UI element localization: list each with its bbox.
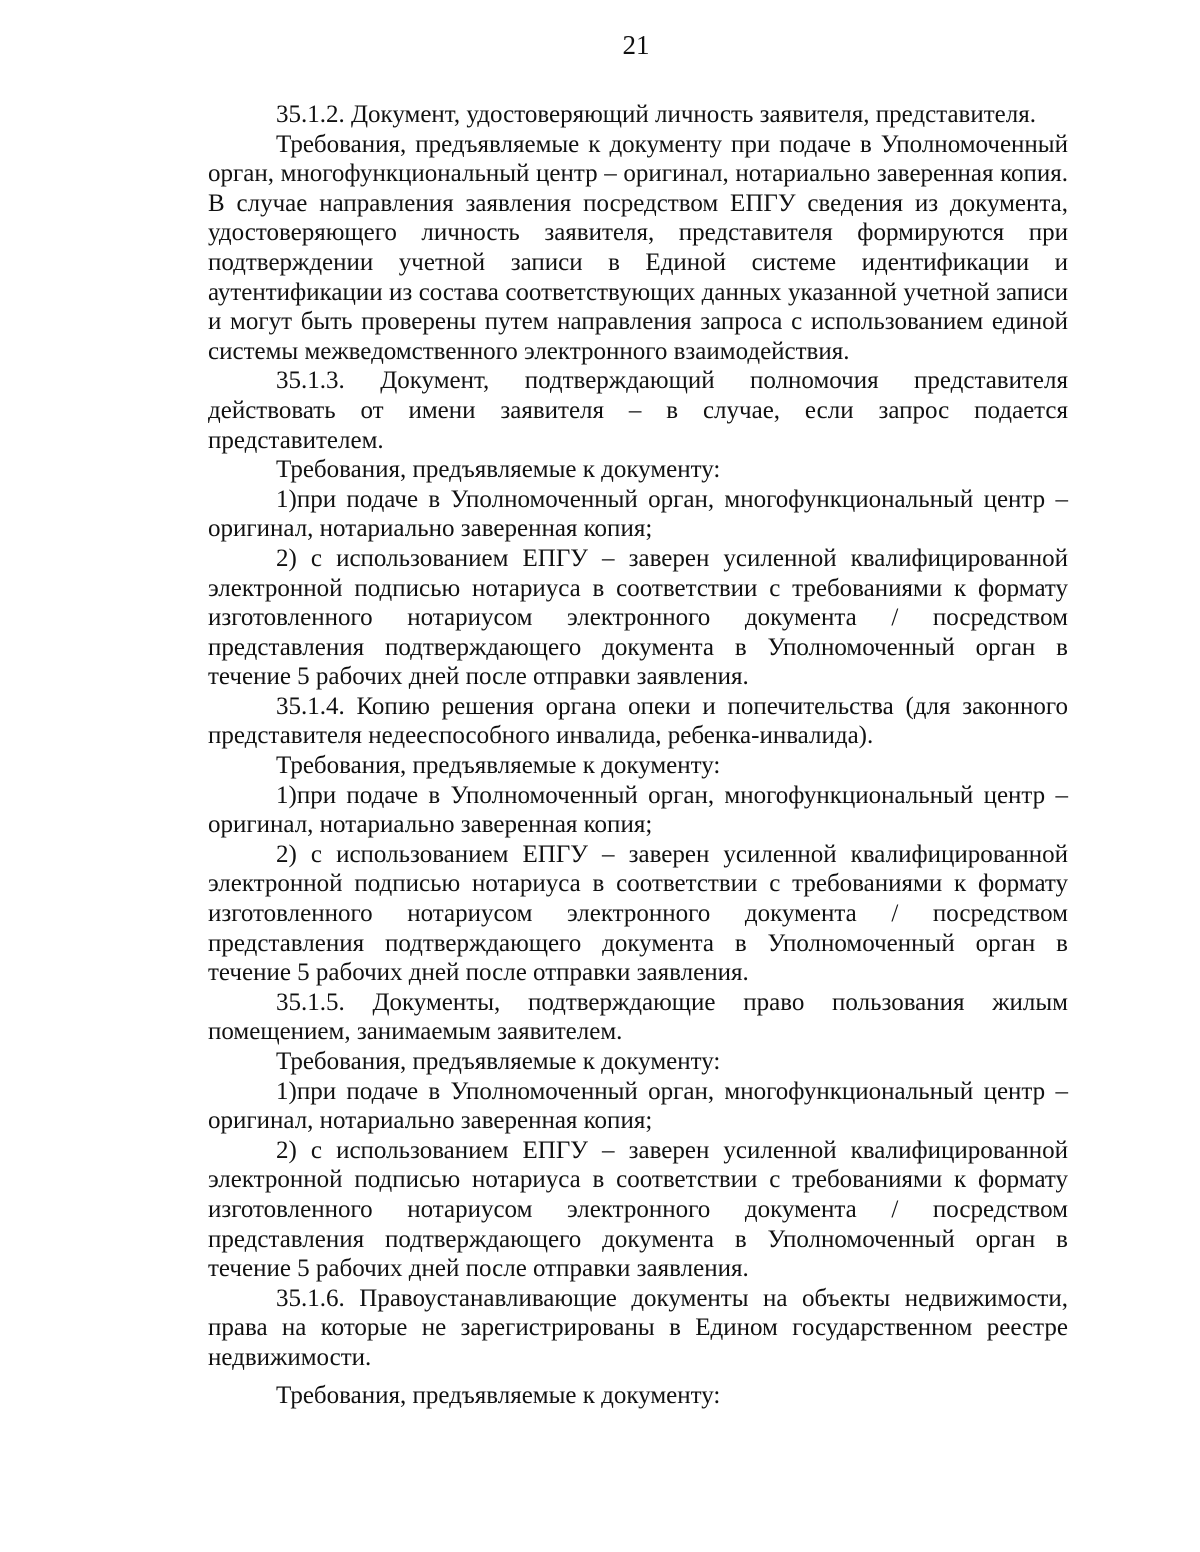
paragraph-35-1-3-heading: 35.1.3. Документ, подтверждающий полномочия представителя действовать от имени заявителя – в случае, если запрос подается представителем.: [208, 367, 1068, 454]
paragraph-requirement-item-1: 1)при подаче в Уполномоченный орган, многофункциональный центр – оригинал, нотариально заверенная копия;: [208, 485, 1068, 543]
paragraph-requirements-label: Требования, предъявляемые к документу:: [276, 1048, 721, 1075]
paragraph-requirement-item-1: 1)при подаче в Уполномоченный орган, многофункциональный центр – оригинал, нотариально заверенная копия;: [208, 1077, 1068, 1135]
paragraph-requirement-item-2: 2) с использованием ЕПГУ – заверен усиленной квалифицированной электронной подписью нотариуса в соответствии с требованиями к формату изготовленного нотариусом электронного документа / посредством представления подтверждающего документа в Уполномоченный орган в течение 5 рабочих дней после отправки заявления.: [208, 1136, 1068, 1283]
paragraph-requirements-label: Требования, предъявляемые к документу:: [276, 1381, 721, 1409]
paragraph-requirement-item-2: 2) с использованием ЕПГУ – заверен усиленной квалифицированной электронной подписью нотариуса в соответствии с требованиями к формату изготовленного нотариусом электронного документа / посредством представления подтверждающего документа в Уполномоченный орган в течение 5 рабочих дней после отправки заявления.: [208, 840, 1068, 987]
page-number: [0, 30, 1200, 60]
paragraph-35-1-2-heading: 35.1.2. Документ, удостоверяющий личность заявителя, представителя.: [276, 101, 1036, 128]
paragraph-requirements-label: Требования, предъявляемые к документу:: [276, 456, 721, 484]
paragraph-35-1-5-heading: 35.1.5. Документы, подтверждающие право пользования жилым помещением, занимаемым заявителем.: [208, 988, 1068, 1046]
paragraph-requirement-item-2: 2) с использованием ЕПГУ – заверен усиленной квалифицированной электронной подписью нотариуса в соответствии с требованиями к формату изготовленного нотариусом электронного документа / посредством представления подтверждающего документа в Уполномоченный орган в течение 5 рабочих дней после отправки заявления.: [208, 544, 1068, 691]
paragraph-requirements-label: Требования, предъявляемые к документу:: [276, 752, 721, 780]
paragraph-35-1-6-heading: 35.1.6. Правоустанавливающие документы на объекты недвижимости, права на которые не зарегистрированы в Едином государственном реестре недвижимости.: [208, 1284, 1068, 1371]
document-body: [208, 100, 1068, 1410]
paragraph-35-1-2-requirements: Требования, предъявляемые к документу при подаче в Уполномоченный орган, многофункциональный центр – оригинал, нотариально заверенная копия. В случае направления заявления посредством ЕПГУ сведения из документа, удостоверяющего личность заявителя, представителя формируются при подтверждении учетной записи в Единой системе идентификации и аутентификации из состава соответствующих данных указанной учетной записи и могут быть проверены путем направления запроса с использованием единой системы межведомственного электронного взаимодействия.: [208, 130, 1068, 365]
paragraph-35-1-4-heading: 35.1.4. Копию решения органа опеки и попечительства (для законного представителя недееспособного инвалида, ребенка-инвалида).: [208, 692, 1068, 750]
paragraph-requirement-item-1: 1)при подаче в Уполномоченный орган, многофункциональный центр – оригинал, нотариально заверенная копия;: [208, 781, 1068, 839]
page-number-text: 21: [622, 30, 650, 60]
